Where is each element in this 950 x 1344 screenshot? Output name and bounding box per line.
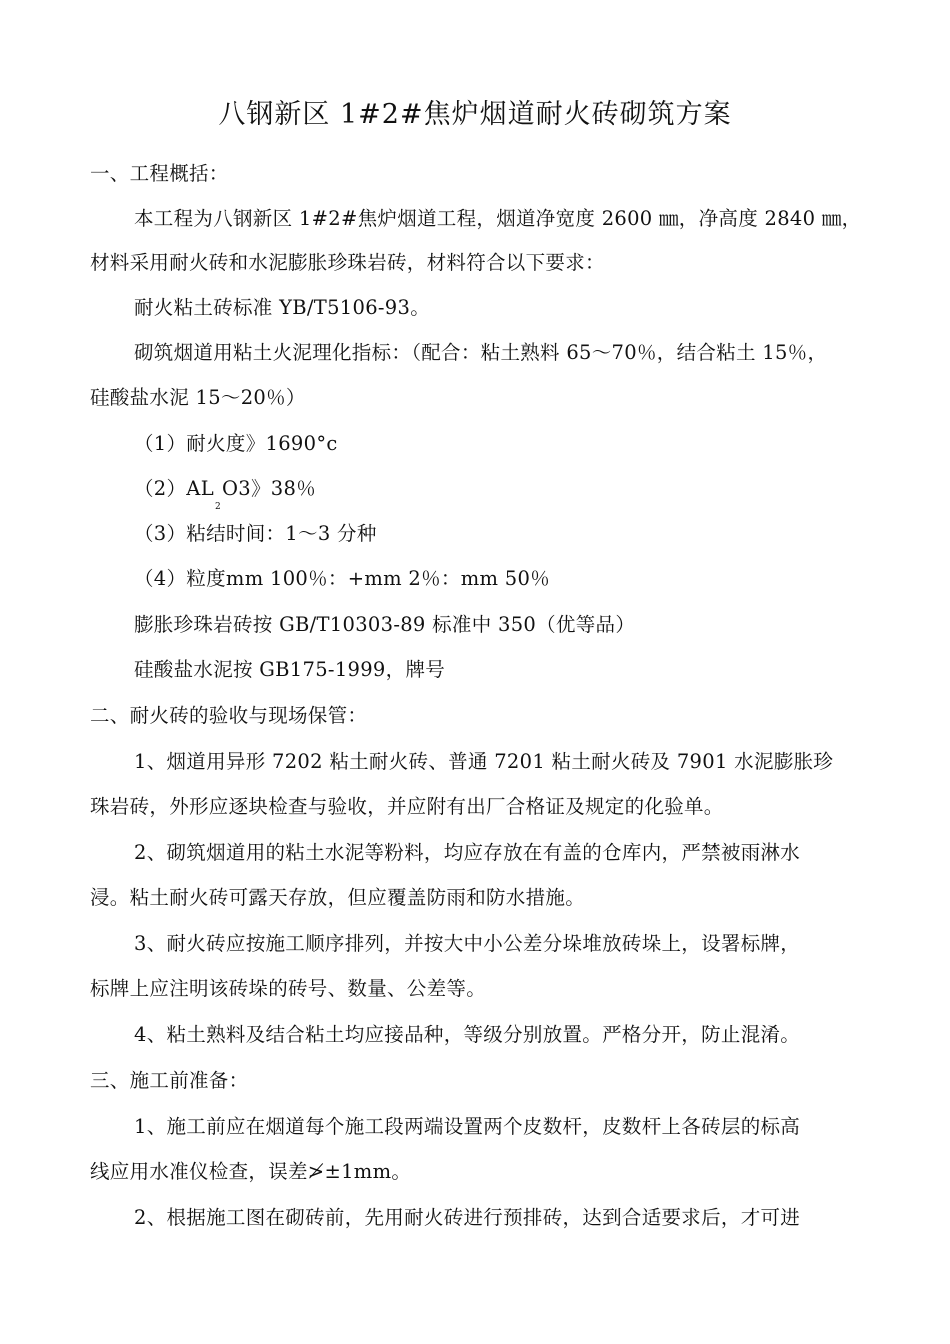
subscript: 2: [214, 502, 221, 512]
item-text-prefix: （2）AL: [134, 477, 214, 500]
paragraph-line: 硅酸盐水泥 15～20％）: [90, 386, 306, 409]
document-title: 八钢新区 1#2#焦炉烟道耐火砖砌筑方案: [218, 99, 732, 130]
list-item: [134, 477, 316, 512]
paragraph-line: 线应用水准仪检查，误差≯±1mm。: [90, 1160, 412, 1183]
paragraph-line: 2、砌筑烟道用的粘土水泥等粉料，均应存放在有盖的仓库内，严禁被雨淋水: [134, 841, 801, 864]
paragraph-line: 4、粘土熟料及结合粘土均应接品种，等级分别放置。严格分开，防止混淆。: [134, 1023, 801, 1046]
paragraph-line: 砌筑烟道用粘土火泥理化指标：（配合：粘土熟料 65～70％，结合粘土 15％，: [134, 341, 828, 364]
paragraph-line: 珠岩砖，外形应逐块检查与验收，并应附有出厂合格证及规定的化验单。: [90, 795, 724, 818]
list-item: （3）粘结时间：1～3 分种: [134, 522, 377, 545]
paragraph-line: 3、耐火砖应按施工顺序排列，并按大中小公差分垛堆放砖垛上，设署标牌，: [134, 932, 801, 955]
paragraph-line: 标牌上应注明该砖垛的砖号、数量、公差等。: [90, 977, 487, 1000]
paragraph-line: 1、施工前应在烟道每个施工段两端设置两个皮数杆，皮数杆上各砖层的标高: [134, 1115, 801, 1138]
paragraph-line: 膨胀珍珠岩砖按 GB/T10303-89 标准中 350（优等品）: [134, 613, 636, 636]
paragraph-line: 浸。粘土耐火砖可露天存放，但应覆盖防雨和防水措施。: [90, 886, 586, 909]
paragraph-line: 材料采用耐火砖和水泥膨胀珍珠岩砖，材料符合以下要求：: [90, 251, 605, 274]
list-item: （4）粒度mm 100％：+mm 2％：mm 50％: [134, 567, 551, 590]
paragraph-line: 耐火粘土砖标准 YB/T5106-93。: [134, 296, 431, 319]
list-item: （1）耐火度》1690°c: [134, 432, 338, 455]
paragraph-line: 本工程为八钢新区 1#2#焦炉烟道工程，烟道净宽度 2600 ㎜，净高度 2840 ㎜，: [134, 207, 862, 230]
paragraph-line: 硅酸盐水泥按 GB175-1999，牌号: [134, 658, 446, 681]
section-3-heading: 三、施工前准备：: [90, 1069, 249, 1092]
section-1-heading: 一、工程概括：: [90, 162, 229, 185]
paragraph-line: 1、烟道用异形 7202 粘土耐火砖、普通 7201 粘土耐火砖及 7901 水泥膨胀珍: [134, 750, 834, 773]
section-2-heading: 二、耐火砖的验收与现场保管：: [90, 704, 368, 727]
item-text-suffix: O3》38％: [221, 477, 316, 500]
paragraph-line: 2、根据施工图在砌砖前，先用耐火砖进行预排砖，达到合适要求后，才可进: [134, 1206, 801, 1229]
